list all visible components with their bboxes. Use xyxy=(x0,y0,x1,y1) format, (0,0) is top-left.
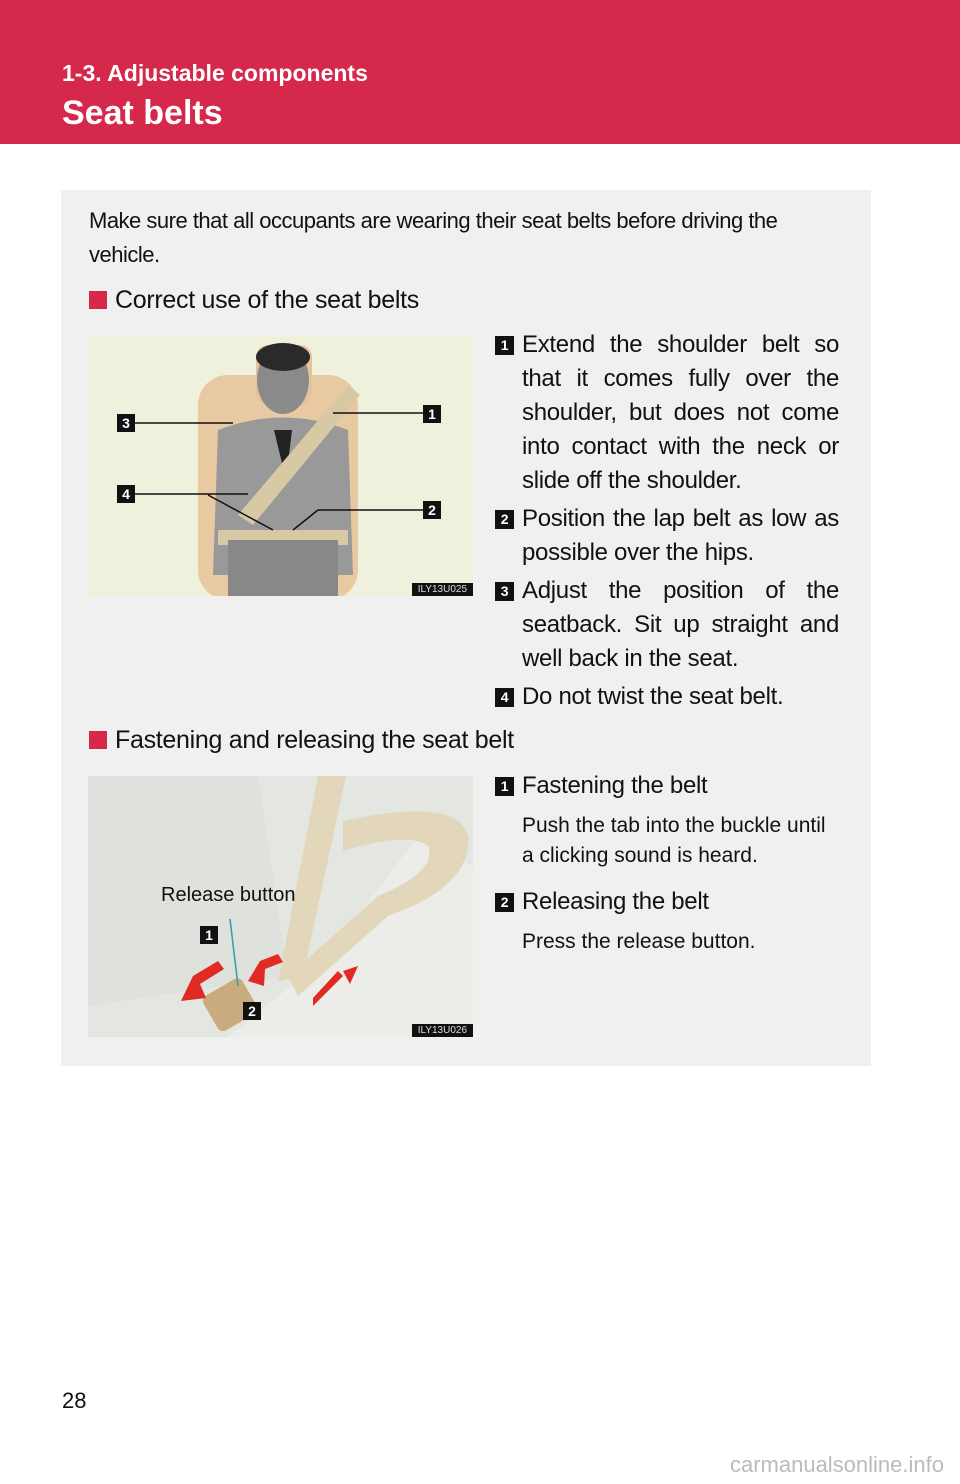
intro-text: Make sure that all occupants are wearing their seat belts before driving the vehicle. xyxy=(89,208,778,267)
heading-fastening xyxy=(89,726,514,755)
list-item xyxy=(493,328,839,498)
number-badge: 2 xyxy=(495,893,514,912)
item-text: Extend the shoulder belt so that it comes fully over the shoulder, but does not come into contact with the neck or slide off the shoulder. xyxy=(522,331,839,494)
callout-3: 3 xyxy=(117,414,135,432)
buckle-illustration xyxy=(88,776,473,1037)
item-detail: Press the release button. xyxy=(522,930,756,953)
page-title: Seat belts xyxy=(62,94,223,132)
list-item xyxy=(493,574,839,676)
bullet-square-icon xyxy=(89,291,107,309)
number-badge: 1 xyxy=(495,336,514,355)
list-item xyxy=(493,502,839,570)
item-detail: Push the tab into the buckle until a clicking sound is heard. xyxy=(522,814,826,867)
heading-text: Correct use of the seat belts xyxy=(115,286,419,314)
item-text: Position the lap belt as low as possible over the hips. xyxy=(522,505,839,566)
number-badge: 2 xyxy=(495,510,514,529)
page-number: 28 xyxy=(62,1388,87,1413)
section-label: 1-3. Adjustable components xyxy=(62,60,368,86)
list-item xyxy=(493,769,839,803)
person-seatbelt-drawing xyxy=(88,335,473,596)
callout-4: 4 xyxy=(117,485,135,503)
list-item xyxy=(493,885,839,919)
release-button-label: Release button xyxy=(161,884,296,906)
callout-1: 1 xyxy=(423,405,441,423)
item-text: Fastening the belt xyxy=(522,772,708,799)
number-badge: 3 xyxy=(495,582,514,601)
seated-person-illustration xyxy=(88,335,473,596)
item-text: Releasing the belt xyxy=(522,888,709,915)
callout-2: 2 xyxy=(243,1002,261,1020)
number-badge: 1 xyxy=(495,777,514,796)
image-code: ILY13U025 xyxy=(412,583,473,596)
number-badge: 4 xyxy=(495,688,514,707)
item-text: Adjust the position of the seatback. Sit up straight and well back in the seat. xyxy=(522,577,839,672)
callout-2: 2 xyxy=(423,501,441,519)
heading-correct-use xyxy=(89,286,419,315)
image-code: ILY13U026 xyxy=(412,1024,473,1037)
item-text: Do not twist the seat belt. xyxy=(522,683,784,710)
fastening-list xyxy=(493,769,839,971)
correct-use-list xyxy=(493,328,839,718)
callout-1: 1 xyxy=(200,926,218,944)
bullet-square-icon xyxy=(89,731,107,749)
heading-text: Fastening and releasing the seat belt xyxy=(115,726,514,754)
list-item xyxy=(493,680,839,714)
content-panel xyxy=(61,190,871,1066)
watermark: carmanualsonline.info xyxy=(729,1452,944,1477)
chapter-header xyxy=(0,0,960,144)
